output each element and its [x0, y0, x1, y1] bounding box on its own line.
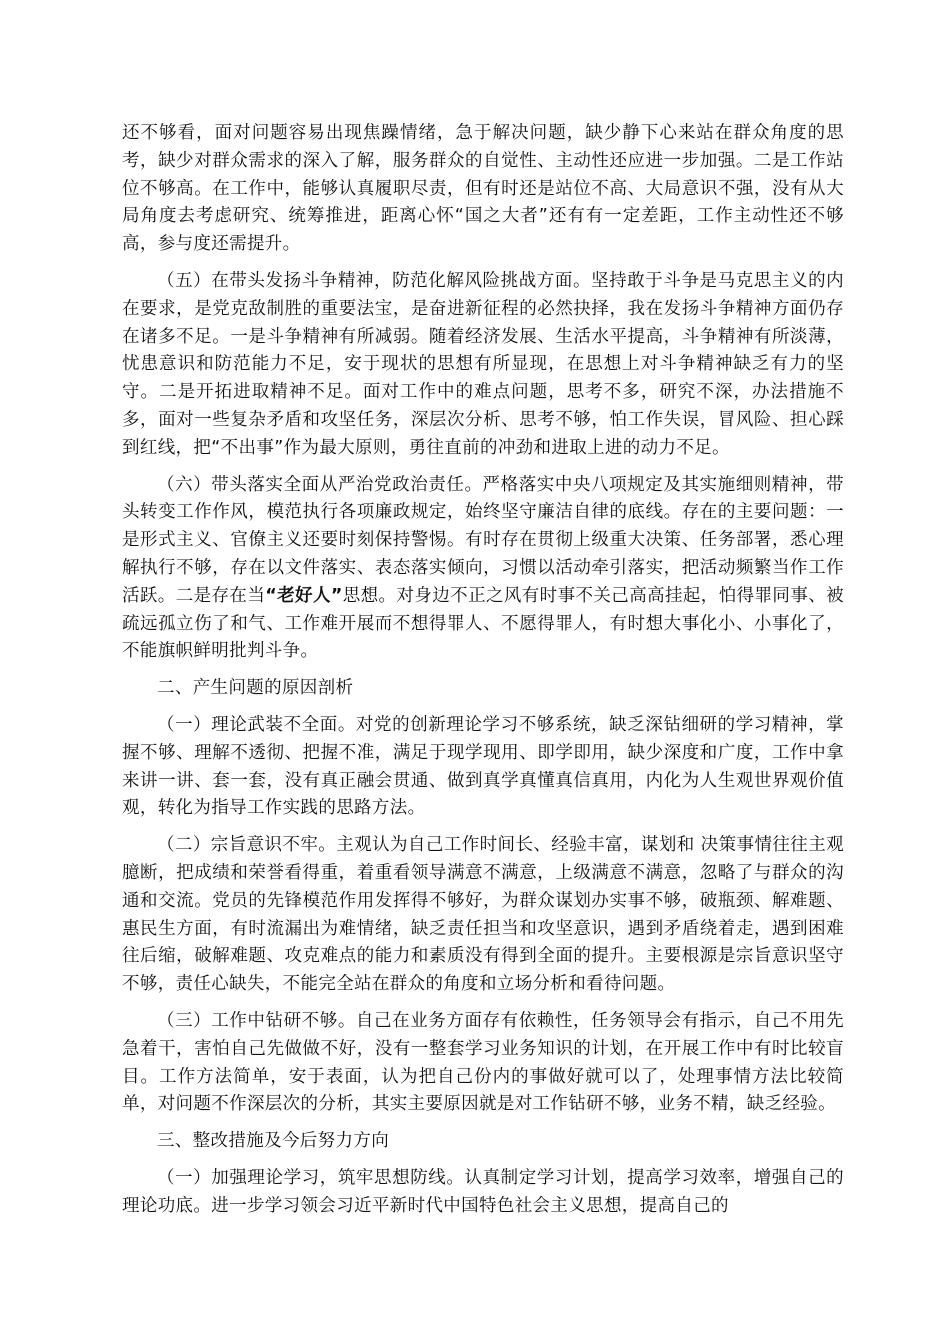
paragraph-section-6-part-1: （六）带头落实全面从严治党政治责任。严格落实中央八项规定及其实施细则精神，带头转变工作作风，模范执行各项廉政规定，始终坚守廉洁自律的底线。存在的主要问题：一是形式主义、官僚主义还要时刻保持警惕。有时存在贯彻上级重大决策、任务部署，悉心理解执行不够，存在以文件落实、表态落实倾向，习惯以活动牵引落实，把活动频繁当作工作活跃。二是存在当 [122, 474, 844, 606]
paragraph-section-6 [122, 472, 844, 667]
paragraph-cause-1: （一）理论武装不全面。对党的创新理论学习不够系统，缺乏深钻细研的学习精神，掌握不够、理解不透彻、把握不准，满足于现学现用、即学即用，缺少深度和广度，工作中拿来讲一讲、套一套，没有真正融会贯通、做到真学真懂真信真用，内化为人生观世界观价值观，转化为指导工作实践的思路方法。 [122, 714, 844, 819]
section-heading-causes: 二、产生问题的原因剖析 [157, 678, 354, 699]
paragraph-continuation: 还不够看，面对问题容易出现焦躁情绪，急于解决问题，缺少静下心来站在群众角度的思考，缺少对群众需求的深入了解，服务群众的自觉性、主动性还应进一步加强。二是工作站位不够高。在工作中，能够认真履职尽责，但有时还是站位不高、大局意识不强，没有从大局角度去考虑研究、统筹推进，距离心怀“国之大者”还有有一定差距，工作主动性还不够高，参与度还需提升。 [122, 123, 844, 255]
paragraph-measure-1: （一）加强理论学习，筑牢思想防线。认真制定学习计划，提高学习效率，增强自己的理论功底。进一步学习领会习近平新时代中国特色社会主义思想，提高自己的 [122, 1167, 844, 1216]
paragraph-section-6-bold: “老好人” [265, 585, 343, 606]
paragraph-section-5: （五）在带头发扬斗争精神，防范化解风险挑战方面。坚持敢于斗争是马克思主义的内在要求，是党克敌制胜的重要法宝，是奋进新征程的必然抉择，我在发扬斗争精神方面仍存在诸多不足。一是斗争精神有所减弱。随着经济发展、生活水平提高，斗争精神有所淡薄，忧患意识和防范能力不足，安于现状的思想有所显现，在思想上对斗争精神缺乏有力的坚守。二是开拓进取精神不足。面对工作中的难点问题，思考不多，研究不深，办法措施不多，面对一些复杂矛盾和攻坚任务，深层次分析、思考不够，怕工作失误，冒风险、担心踩到红线，把“不出事”作为最大原则，勇往直前的冲劲和进取上进的动力不足。 [122, 270, 844, 458]
paragraph-cause-2: （二）宗旨意识不牢。主观认为自己工作时间长、经验丰富，谋划和 决策事情往往主观臆断，把成绩和荣誉看得重，着重看领导满意不满意，上级满意不满意，忽略了与群众的沟通和交流。党员的先锋模范作用发挥得不够好，为群众谋划办实事不够，破瓶颈、解难题、惠民生方面，有时流漏出为难情绪，缺乏责任担当和攻坚意识，遇到矛盾绕着走，遇到困难往后缩，破解难题、攻克难点的能力和素质没有得到全面的提升。主要根源是宗旨意识坚守不够，责任心缺失，不能完全站在群众的角度和立场分析和看待问题。 [122, 835, 844, 995]
paragraph-cause-3: （三）工作中钻研不够。自己在业务方面存有依赖性，任务领导会有指示，自己不用先急着干，害怕自己先做做不好，没有一整套学习业务知识的计划，在开展工作中有时比较盲目。工作方法简单，安于表面，认为把自己份内的事做好就可以了，处理事情方法比较简单，对问题不作深层次的分析，其实主要原因就是对工作钻研不够，业务不精，缺乏经验。 [122, 1010, 844, 1115]
section-heading-measures: 三、整改措施及今后努力方向 [157, 1131, 390, 1152]
paragraph-section-6-part-2: 思想。对身边不正之风有时事不关己高高挂起，怕得罪同事、被疏远孤立伤了和气、工作难开展而不想得罪人、不愿得罪人，有时想大事化小、小事化了，不能旗帜鲜明批判斗争。 [122, 585, 844, 662]
document-page [122, 120, 844, 1229]
